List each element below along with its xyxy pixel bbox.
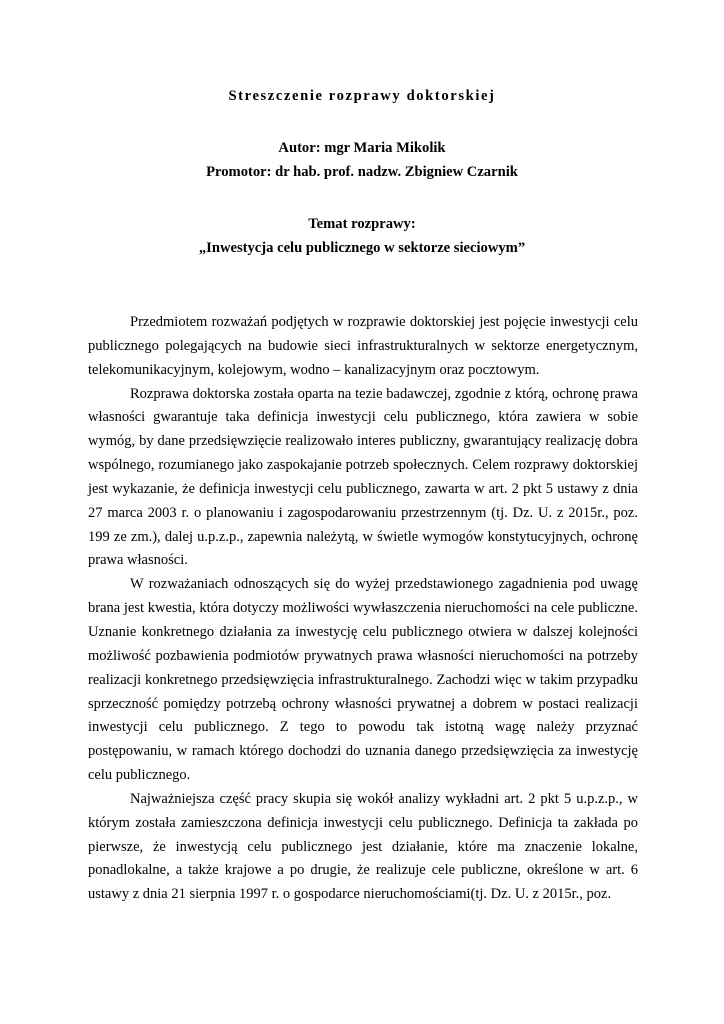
- body-paragraph: W rozważaniach odnoszących się do wyżej przedstawionego zagadnienia pod uwagę brana jest kwestia, która dotyczy możliwości wywłaszczenia nieruchomości na cele publiczne. Uznanie konkretnego działania za inwestycję celu publicznego otwiera w dalszej kolejności możliwość pozbawienia podmiotów prywatnych prawa własności nieruchomości na potrzeby realizacji konkretnego przedsięwzięcia infrastrukturalnego. Zachodzi więc w takim przypadku sprzeczność pomiędzy potrzebą ochrony własności prywatnej a dobrem w postaci realizacji inwestycji celu publicznego. Z tego to powodu tak istotną wagę należy przyznać postępowaniu, w ramach którego dochodzi do uznania danego przedsięwzięcia za inwestycję celu publicznego.: [88, 576, 638, 784]
- topic-label: Temat rozprawy:: [308, 216, 416, 232]
- document-type-heading: Streszczenie rozprawy doktorskiej: [228, 88, 496, 104]
- body-paragraph: Rozprawa doktorska została oparta na tezie badawczej, zgodnie z którą, ochronę prawa własności gwarantuje taka definicja inwestycji celu publicznego, która zawiera w sobie wymóg, by dane przedsięwzięcie realizowało interes publiczny, gwarantujący realizację dobra wspólnego, rozumianego jako zaspokajanie potrzeb społecznych. Celem rozprawy doktorskiej jest wykazanie, że definicja inwestycji celu publicznego, zawarta w art. 2 pkt 5 ustawy z dnia 27 marca 2003 r. o planowaniu i zagospodarowaniu przestrzennym (tj. Dz. U. z 2015r., poz. 199 ze zm.), dalej u.p.z.p., zapewnia należytą, w świetle wymogów konstytucyjnych, ochronę prawa własności.: [88, 385, 638, 569]
- body-text: [88, 311, 638, 907]
- body-paragraph: Przedmiotem rozważań podjętych w rozprawie doktorskiej jest pojęcie inwestycji celu publicznego polegających na budowie sieci infrastrukturalnych w sektorze energetycznym, telekomunikacyjnym, kolejowym, wodno – kanalizacyjnym oraz pocztowym.: [88, 314, 638, 378]
- author-line: Autor: mgr Maria Mikolik: [278, 140, 446, 156]
- body-paragraph: Najważniejsza część pracy skupia się wokół analizy wykładni art. 2 pkt 5 u.p.z.p., w którym została zamieszczona definicja inwestycji celu publicznego. Definicja ta zakłada po pierwsze, że inwestycją celu publicznego jest działanie, które ma znaczenie lokalne, ponadlokalne, a także krajowe a po drugie, że realizuje cele publiczne, określone w art. 6 ustawy z dnia 21 sierpnia 1997 r. o gospodarce nieruchomościami(tj. Dz. U. z 2015r., poz.: [88, 790, 638, 903]
- topic-title: „Inwestycja celu publicznego w sektorze sieciowym”: [198, 240, 526, 256]
- promotor-line: Promotor: dr hab. prof. nadzw. Zbigniew Czarnik: [206, 164, 518, 180]
